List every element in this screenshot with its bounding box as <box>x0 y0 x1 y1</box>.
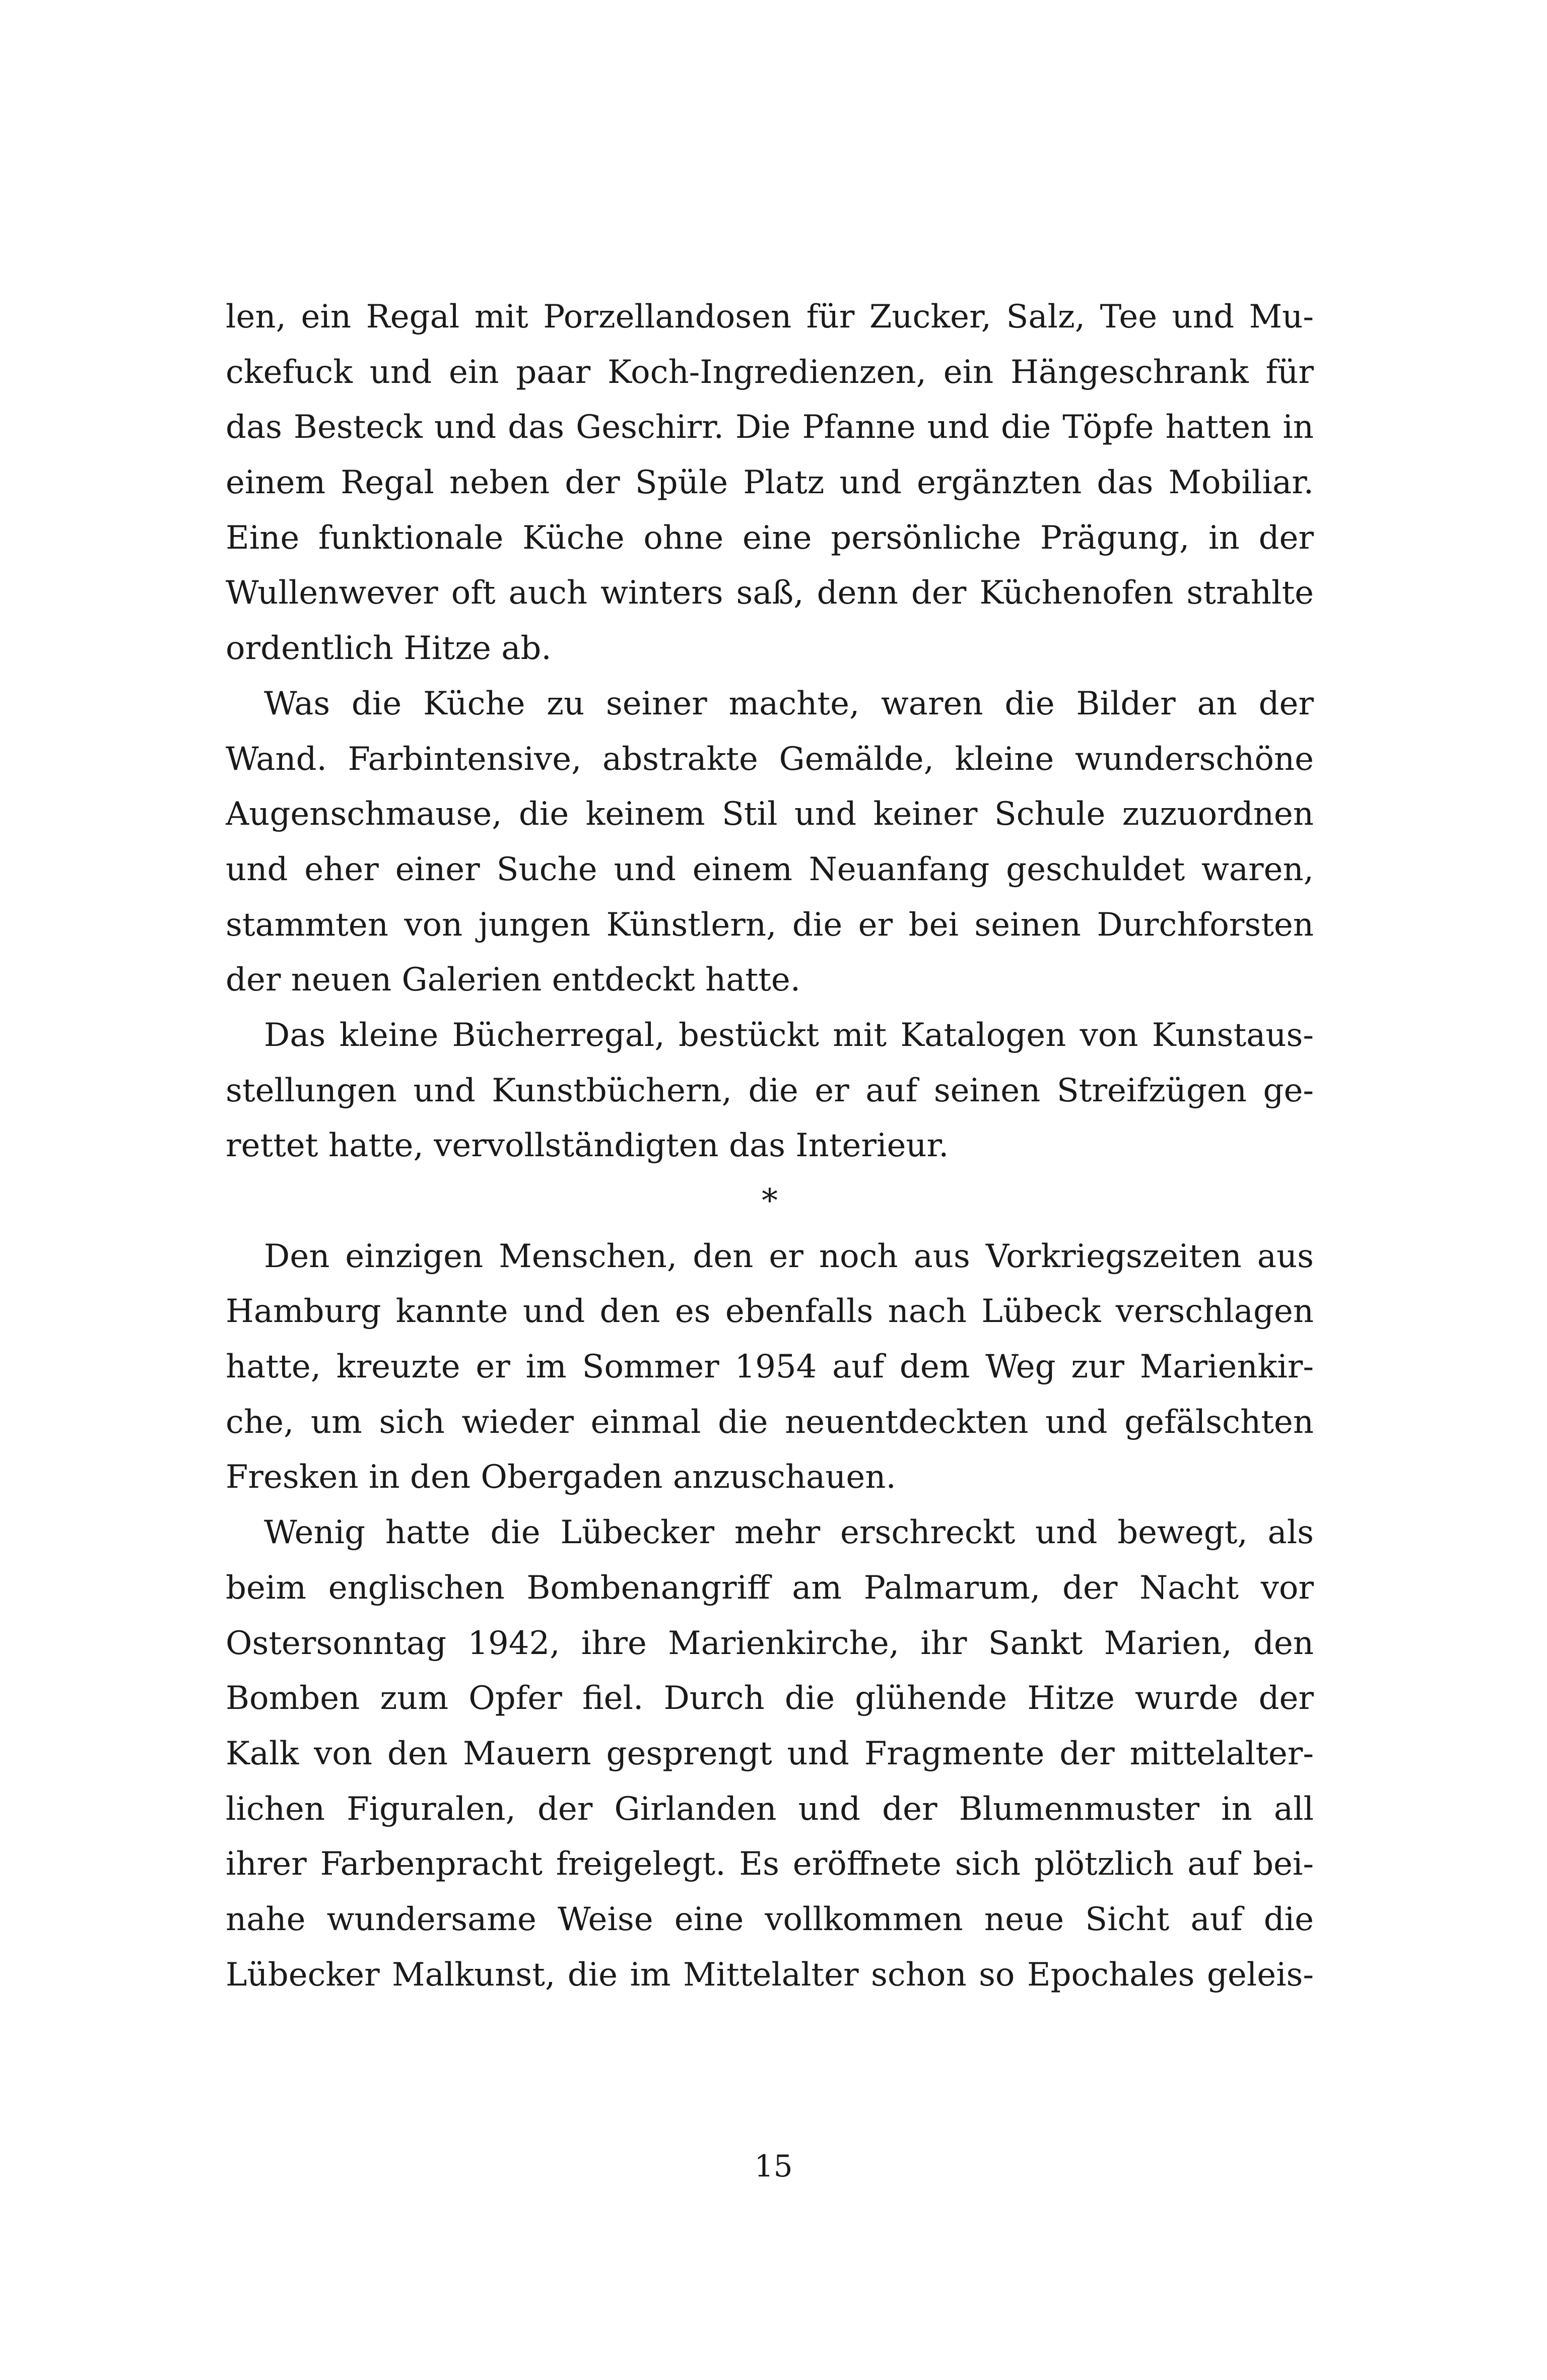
text-line: und eher einer Suche und einem Neuanfang geschuldet waren, <box>226 850 1314 888</box>
text-line: Hamburg kannte und den es ebenfalls nach Lübeck verschlagen <box>226 1293 1314 1331</box>
text-line: Eine funktionale Küche ohne eine persönliche Prägung, in der <box>226 519 1314 557</box>
text-line: ihrer Farbenpracht freigelegt. Es eröffnete sich plötzlich auf bei- <box>226 1845 1314 1883</box>
text-line: Das kleine Bücherregal, bestückt mit Katalogen von Kunstaus- <box>264 1016 1314 1054</box>
text-line: nahe wundersame Weise eine vollkommen neue Sicht auf die <box>226 1900 1314 1938</box>
text-line: der neuen Galerien entdeckt hatte. <box>226 961 801 999</box>
text-line: Wenig hatte die Lübecker mehr erschreckt und bewegt, als <box>264 1514 1314 1552</box>
text-line: Was die Küche zu seiner machte, waren die Bilder an der <box>264 685 1314 722</box>
text-line: Lübecker Malkunst, die im Mittelalter schon so Epochales geleis- <box>226 1956 1314 1994</box>
text-line: rettet hatte, vervollständigten das Interieur. <box>226 1127 949 1165</box>
page-number: 15 <box>754 2149 793 2184</box>
text-line: einem Regal neben der Spüle Platz und ergänzten das Mobiliar. <box>226 464 1314 502</box>
text-line: ckefuck und ein paar Koch-Ingredienzen, ein Hängeschrank für <box>226 353 1314 391</box>
text-line: hatte, kreuzte er im Sommer 1954 auf dem Weg zur Marienkir- <box>226 1348 1314 1386</box>
text-line: Bomben zum Opfer fiel. Durch die glühende Hitze wurde der <box>226 1680 1314 1717</box>
text-line: Fresken in den Obergaden anzuschauen. <box>226 1459 896 1496</box>
text-line: Den einzigen Menschen, den er noch aus Vorkriegszeiten aus <box>264 1237 1314 1275</box>
section-separator: * <box>762 1182 778 1220</box>
body-text <box>226 290 1314 2003</box>
text-line: Wullenwever oft auch winters saß, denn der Küchenofen strahlte <box>226 574 1314 612</box>
text-line: das Besteck und das Geschirr. Die Pfanne und die Töpfe hatten in <box>226 409 1314 446</box>
text-line: che, um sich wieder einmal die neuentdeckten und gefälschten <box>226 1403 1314 1441</box>
text-line: ordentlich Hitze ab. <box>226 630 552 668</box>
text-line: beim englischen Bombenangriff am Palmarum, der Nacht vor <box>226 1569 1314 1607</box>
text-line: len, ein Regal mit Porzellandosen für Zucker, Salz, Tee und Mu- <box>226 298 1314 336</box>
text-line: lichen Figuralen, der Girlanden und der Blumenmuster in all <box>226 1790 1314 1828</box>
text-line: Augenschmause, die keinem Stil und keiner Schule zuzuordnen <box>226 796 1314 833</box>
text-line: Kalk von den Mauern gesprengt und Fragmente der mittelalter- <box>226 1735 1314 1772</box>
text-line: stammten von jungen Künstlern, die er bei seinen Durchforsten <box>226 906 1314 944</box>
text-line: Wand. Farbintensive, abstrakte Gemälde, kleine wunderschöne <box>226 740 1314 778</box>
text-line: Ostersonntag 1942, ihre Marienkirche, ihr Sankt Marien, den <box>226 1624 1314 1662</box>
text-line: stellungen und Kunstbüchern, die er auf seinen Streifzügen ge- <box>226 1072 1314 1109</box>
